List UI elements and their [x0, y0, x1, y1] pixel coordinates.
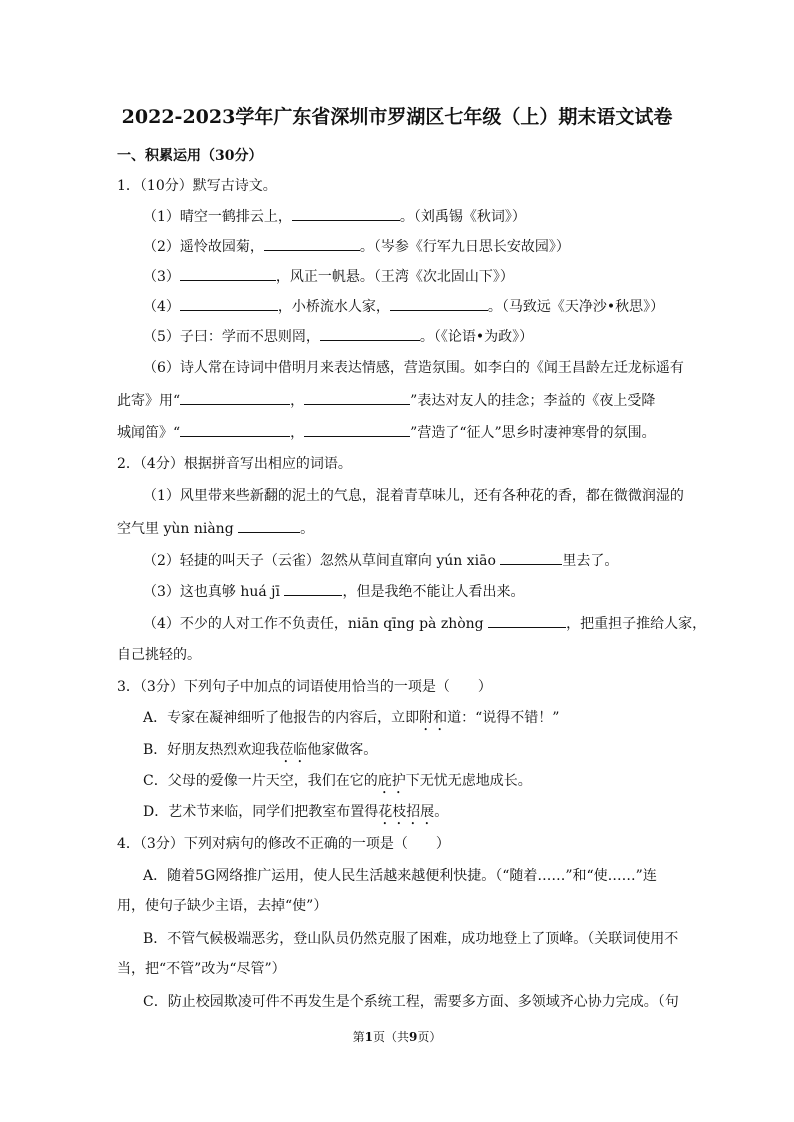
text: ，把重担子推给人家， — [566, 616, 707, 632]
q3-option-d[interactable] — [143, 802, 448, 828]
text: （4）不少的人对工作不负责任，niān qīng pà zhòng — [143, 616, 489, 632]
answer-blank[interactable] — [180, 266, 276, 281]
q2-line-2 — [143, 550, 618, 571]
q4-option-a[interactable]: A．随着5G网络推广运用，使人民生活越来越便利快捷。（“随着……”和“使……”连 — [143, 868, 657, 884]
text: A．专家在凝神细听了他报告的内容后，立即 — [143, 710, 420, 726]
text: 道：“说得不错！” — [447, 710, 560, 726]
text: （4） — [143, 299, 180, 315]
text: C．父母的爱像一片天空，我们在它的 — [143, 773, 378, 789]
answer-blank[interactable] — [304, 422, 410, 437]
text: 。（岑参《行军九日思长安故园》） — [359, 239, 570, 255]
text: 此寄》用“ — [117, 393, 181, 409]
answer-blank[interactable] — [292, 206, 400, 221]
q4-option-c[interactable]: C．防止校园欺凌可件不再发生是个系统工程，需要多方面、多领域齐心协力完成。（句 — [143, 994, 679, 1010]
text: ”营造了“征人”思乡时凄神寒骨的氛围。 — [410, 425, 656, 441]
answer-blank[interactable] — [180, 296, 278, 311]
answer-blank[interactable] — [304, 390, 410, 405]
q4-option-a-cont: 用，使句子缺少主语，去掉“使”） — [117, 898, 328, 914]
text: ，风正一帆悬。（王湾《次北固山下》） — [275, 269, 514, 285]
dotted-word: 花枝招展 — [378, 804, 435, 820]
q3-option-b[interactable] — [143, 740, 377, 766]
q1-line-1 — [143, 206, 526, 227]
q2-line-4 — [143, 613, 706, 634]
q1-line-6: （6）诗人常在诗词中借明月来表达情感，营造氛围。如李白的《闻王昌龄左迁龙标遥有 — [143, 360, 684, 376]
text: （1）晴空一鹤排云上， — [143, 209, 292, 225]
text: 。（马致远《天净沙•秋思》） — [487, 299, 665, 315]
text: 页（共 — [372, 1030, 409, 1044]
text: 空气里 yùn niàng — [117, 521, 239, 537]
page-number: 1 — [364, 1030, 373, 1044]
dotted-word: 附和 — [419, 710, 448, 726]
q1-line-5 — [143, 326, 533, 347]
page-footer — [0, 1028, 794, 1045]
text: 里去了。 — [562, 553, 619, 569]
q1-line-3 — [143, 266, 514, 287]
answer-blank[interactable] — [390, 296, 488, 311]
answer-blank[interactable] — [180, 390, 290, 405]
text: ”表达对友人的挂念；李益的《夜上受降 — [410, 393, 656, 409]
exam-title: 2022-2023学年广东省深圳市罗湖区七年级（上）期末语文试卷 — [121, 106, 673, 128]
text: B．好朋友热烈欢迎我 — [143, 742, 280, 758]
text: 。（《论语•为政》） — [419, 329, 534, 345]
section-heading: 一、积累运用（30分） — [117, 148, 263, 164]
text: ，但是我绝不能让人看出来。 — [342, 584, 525, 600]
q1-line-4 — [143, 296, 664, 317]
q2-line-1b — [117, 518, 314, 539]
question-3-stem: 3．（3分）下列句子中加点的词语使用恰当的一项是（ ） — [117, 679, 492, 695]
page-total: 9 — [409, 1030, 418, 1044]
text: （3） — [143, 269, 180, 285]
q4-option-b-cont: 当，把“不管”改为“尽管”） — [117, 961, 286, 977]
q2-line-4b: 自己挑轻的。 — [117, 647, 201, 663]
q4-option-b[interactable]: B．不管气候极端恶劣，登山队员仍然克服了困难，成功地登上了顶峰。（关联词使用不 — [143, 931, 679, 947]
text: 下无忧无虑地成长。 — [405, 773, 532, 789]
question-4-stem: 4．（3分）下列对病句的修改不正确的一项是（ ） — [117, 836, 450, 852]
answer-blank[interactable] — [264, 236, 360, 251]
text: ，小桥流水人家， — [277, 299, 390, 315]
question-2-stem: 2．（4分）根据拼音写出相应的词语。 — [117, 456, 352, 472]
text: （3）这也真够 huá jī — [143, 584, 285, 600]
q1-line-6c — [117, 422, 656, 443]
q1-line-6b — [117, 390, 655, 411]
answer-blank[interactable] — [180, 422, 290, 437]
answer-blank[interactable] — [488, 613, 566, 628]
answer-blank[interactable] — [284, 581, 342, 596]
text: ， — [290, 425, 305, 441]
text: D．艺术节来临，同学们把教室布置得 — [143, 804, 379, 820]
text: 。 — [434, 804, 449, 820]
question-1-stem: 1．（10分）默写古诗文。 — [117, 178, 277, 194]
text: （5）子曰：学而不思则罔， — [143, 329, 320, 345]
q2-line-1: （1）风里带来些新翻的泥土的气息，混着青草味儿，还有各种花的香，都在微微润湿的 — [143, 488, 684, 504]
q3-option-a[interactable] — [143, 708, 559, 734]
text: （2）遥怜故园菊， — [143, 239, 264, 255]
q2-line-3 — [143, 581, 524, 602]
dotted-word: 莅临 — [279, 742, 308, 758]
answer-blank[interactable] — [500, 550, 562, 565]
text: 他家做客。 — [307, 742, 378, 758]
dotted-word: 庇护 — [377, 773, 406, 789]
q1-line-2 — [143, 236, 570, 257]
text: （2）轻捷的叫天子（云雀）忽然从草间直窜向 yún xiāo — [143, 553, 501, 569]
text: 第 — [352, 1030, 365, 1044]
text: ， — [290, 393, 305, 409]
text: 。 — [300, 521, 315, 537]
text: 。（刘禹锡《秋词》） — [399, 209, 526, 225]
text: 城闻笛》“ — [117, 425, 181, 441]
q3-option-c[interactable] — [143, 771, 532, 797]
answer-blank[interactable] — [320, 326, 420, 341]
text: 页） — [417, 1030, 442, 1044]
answer-blank[interactable] — [238, 518, 300, 533]
